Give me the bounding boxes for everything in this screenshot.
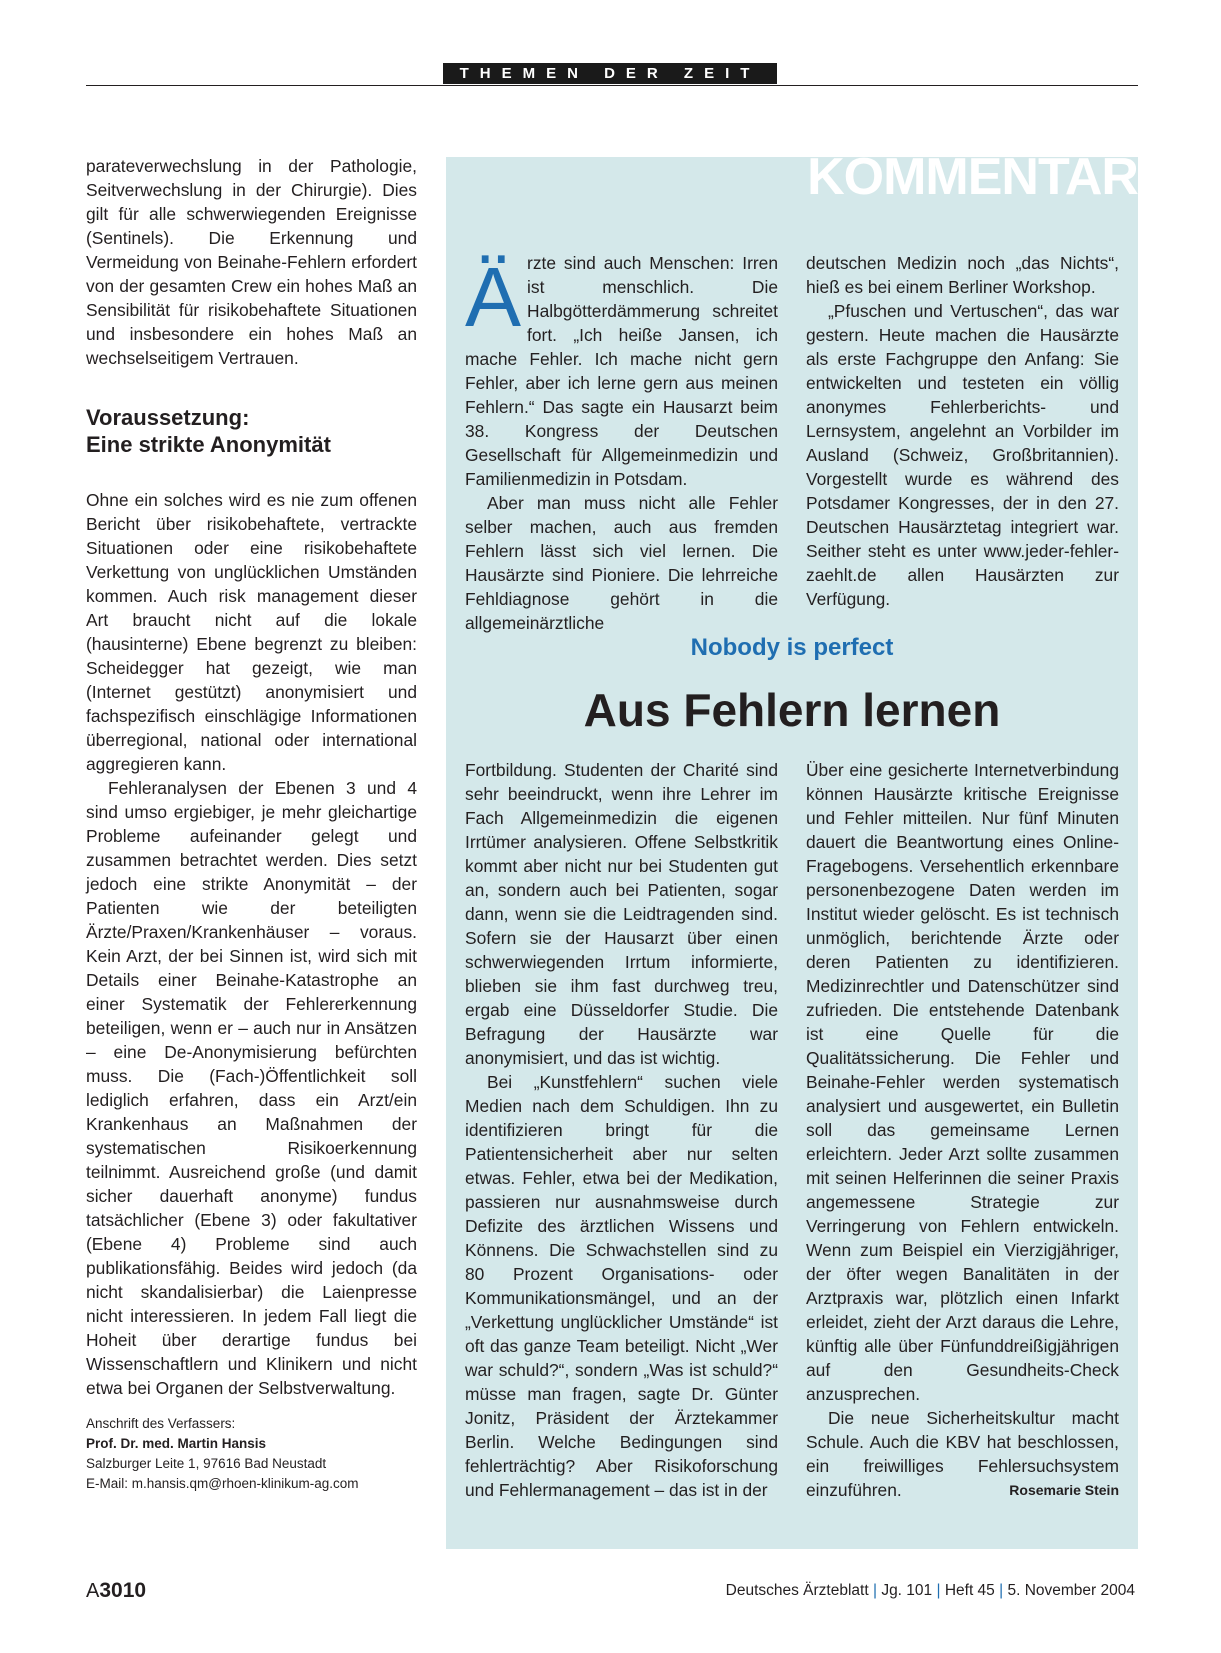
comment-author: Rosemarie Stein	[1009, 1482, 1119, 1498]
section-tag: THEMEN DER ZEIT	[443, 63, 777, 84]
comment-paragraph-8-text: Die neue Sicherheitskultur macht Schule. Auch die KBV hat beschlossen, ein freiwilliges Fehlersuchsystem einzuführen.	[806, 1408, 1119, 1500]
address-label: Anschrift des Verfassers:	[86, 1416, 236, 1431]
footer-separator: |	[936, 1582, 941, 1599]
journal-info	[726, 1582, 1135, 1600]
journal-issue: Heft 45	[944, 1582, 995, 1599]
address-email: E-Mail: m.hansis.qm@rhoen-klinikum-ag.com	[86, 1476, 359, 1491]
comment-column-2	[806, 251, 1119, 611]
left-subheading	[86, 404, 417, 458]
page-prefix: A	[86, 1580, 100, 1602]
comment-paragraph-2: Aber man muss nicht alle Fehler selber machen, auch aus fremden Fehlern lässt sich viel lernen. Die Hausärzte sind Pioniere. Die lehrreiche Fehldiagnose gehört in die allgemeinärztliche	[465, 493, 778, 633]
comment-paragraph-8	[806, 1406, 1119, 1502]
box-title: KOMMENTAR	[807, 148, 1138, 206]
address-name: Prof. Dr. med. Martin Hansis	[86, 1436, 267, 1451]
page-number-value: 3010	[99, 1579, 147, 1602]
footer-separator: |	[999, 1582, 1004, 1599]
comment-paragraph-5: Fortbildung. Studenten der Charité sind sehr beeindruckt, wenn ihre Lehrer im Fach Allgemeinmedizin die eigenen Irrtümer analysieren. Offene Selbstkritik kommt aber nicht nur bei Studenten gut an, sondern auch bei Patienten, sogar dann, wenn sie die Leidtragenden sind. Sofern sie der Hausarzt über einen schwerwiegenden Irrtum informierte, blieben sie ihm fast durchweg treu, ergab eine Düsseldorfer Studie. Die Befragung der Hausärzte war anonymisiert, und das ist wichtig.	[465, 760, 778, 1068]
journal-date: 5. November 2004	[1007, 1582, 1135, 1599]
headline: Aus Fehlern lernen	[583, 684, 1001, 736]
left-paragraph-2: Ohne ein solches wird es nie zum offenen Bericht über risikobehaftete, vertrackte Situationen oder eine risikobehaftete Verkettung von unglücklichen Umständen kommen. Auch risk management dieser Art braucht nicht auf die lokale (hausinterne) Ebene begrenzt zu bleiben: Scheidegger hat gezeigt, wie man (Internet gestützt) anonymisiert und fachspezifisch einschlägige Informationen überregional, national oder international aggregieren kann.	[86, 490, 417, 774]
comment-paragraph-4: „Pfuschen und Vertuschen“, das war gestern. Heute machen die Hausärzte als erste Fachgruppe den Anfang: Sie entwickelten und testeten ein völlig anonymes Fehlerberichts- und Lernsystem, angelehnt an Vorbilder im Ausland (Schweiz, Großbritannien). Vorgestellt wurde es während des Potsdamer Kongresses, der in den 27. Deutschen Hausärztetag integriert war. Seither steht es unter www.jeder-fehler-zaehlt.de allen Hausärzten zur Verfügung.	[806, 301, 1119, 609]
author-address	[86, 1414, 417, 1494]
drop-cap: Ä	[465, 250, 522, 344]
kicker: Nobody is perfect	[690, 634, 894, 661]
comment-column-1	[465, 251, 778, 635]
comment-paragraph-1-text: rzte sind auch Menschen: Irren ist menschlich. Die Halbgötterdämmerung schreitet fort. „Ich heiße Jansen, ich mache Fehler. Ich mache nicht gern Fehler, aber ich lerne gern aus meinen Fehlern.“ Das sagte ein Hausarzt beim 38. Kongress der Deutschen Gesellschaft für Allgemeinmedizin und Familienmedizin in Potsdam.	[465, 253, 778, 489]
comment-paragraph-3: deutschen Medizin noch „das Nichts“, hieß es bei einem Berliner Workshop.	[806, 253, 1119, 297]
comment-column-3	[465, 758, 778, 1502]
comment-paragraph-1	[465, 251, 778, 491]
left-column	[86, 154, 417, 1494]
journal-volume: Jg. 101	[881, 1582, 933, 1599]
left-paragraph-3: Fehleranalysen der Ebenen 3 und 4 sind umso ergiebiger, je mehr gleichartige Probleme aufeinander gelegt und zusammen betrachtet werden. Dies setzt jedoch eine strikte Anonymität – der Patienten wie der beteiligten Ärzte/Praxen/Krankenhäuser – voraus. Kein Arzt, der bei Sinnen ist, wird sich mit Details einer Beinahe-Katastrophe an einer Systematik der Fehlererkennung beteiligen, wenn er – auch nur in Ansätzen – eine De-Anonymisierung befürchten muss. Die (Fach-)Öffentlichkeit soll lediglich erfahren, dass ein Arzt/ein Krankenhaus an Maßnahmen der systematischen Risikoerkennung teilnimmt. Ausreichend große (und damit sicher dauerhaft anonyme) fundus tatsächlicher (Ebene 3) oder fakultativer (Ebene 4) Probleme sind auch publikationsfähig. Beides wird jedoch (da nicht skandalisierbar) die Laienpresse nicht interessieren. In jedem Fall liegt die Hoheit über derartige fundus bei Wissenschaftlern und Klinikern und nicht etwa bei Organen der Selbstverwaltung.	[86, 778, 417, 1398]
comment-paragraph-6: Bei „Kunstfehlern“ suchen viele Medien nach dem Schuldigen. Ihn zu identifizieren bringt für die Patientensicherheit aber nur selten etwas. Fehler, etwa bei der Medikation, passieren nur ausnahmsweise durch Defizite des ärztlichen Wissens und Könnens. Die Schwachstellen sind zu 80 Prozent Organisations- oder Kommunikationsmängel, und an der „Verkettung unglücklicher Umstände“ ist oft das ganze Team beteiligt. Nicht „Wer war schuld?“, sondern „Was ist schuld?“ müsse man fragen, sagte Dr. Günter Jonitz, Präsident der Ärztekammer Berlin. Welche Bedingungen sind fehlerträchtig? Aber Risikoforschung und Fehlermanagement – das ist in der	[465, 1072, 778, 1500]
subheading-line-2: Eine strikte Anonymität	[86, 432, 331, 457]
journal-name: Deutsches Ärzteblatt	[725, 1582, 869, 1599]
subheading-line-1: Voraussetzung:	[86, 405, 250, 430]
left-paragraph-1: parateverwechslung in der Pathologie, Seitverwechslung in der Chirurgie). Dies gilt für alle schwerwiegenden Ereignisse (Sentinels). Die Erkennung und Vermeidung von Beinahe-Fehlern erfordert von der gesamten Crew ein hohes Maß an Sensibilität für risikobehaftete Situationen und insbesondere ein hohes Maß an wechselseitigem Vertrauen.	[86, 156, 417, 368]
address-street: Salzburger Leite 1, 97616 Bad Neustadt	[86, 1456, 327, 1471]
page-number	[86, 1579, 146, 1603]
comment-column-4	[806, 758, 1119, 1502]
header-rule	[86, 85, 1138, 86]
footer-separator: |	[872, 1582, 877, 1599]
comment-paragraph-7: Über eine gesicherte Internetverbindung können Hausärzte kritische Ereignisse und Fehler mitteilen. Nur fünf Minuten dauert die Beantwortung eines Online-Fragebogens. Versehentlich erkennbare personenbezogene Daten werden im Institut wieder gelöscht. Es ist technisch unmöglich, berichtende Ärzte oder deren Patienten zu identifizieren. Medizinrechtler und Datenschützer sind zufrieden. Die entstehende Datenbank ist eine Quelle für die Qualitätssicherung. Die Fehler und Beinahe-Fehler werden systematisch analysiert und ausgewertet, ein Bulletin soll das gemeinsame Lernen erleichtern. Jeder Arzt sollte zusammen mit seinen Helferinnen die seiner Praxis angemessene Strategie zur Verringerung von Fehlern entwickeln. Wenn zum Beispiel ein Vierzigjähriger, der öfter wegen Banalitäten in der Arztpraxis war, plötzlich einen Infarkt erleidet, zieht der Arzt daraus die Lehre, künftig alle über Fünfunddreißigjährigen auf den Gesundheits-Check anzusprechen.	[806, 760, 1119, 1404]
